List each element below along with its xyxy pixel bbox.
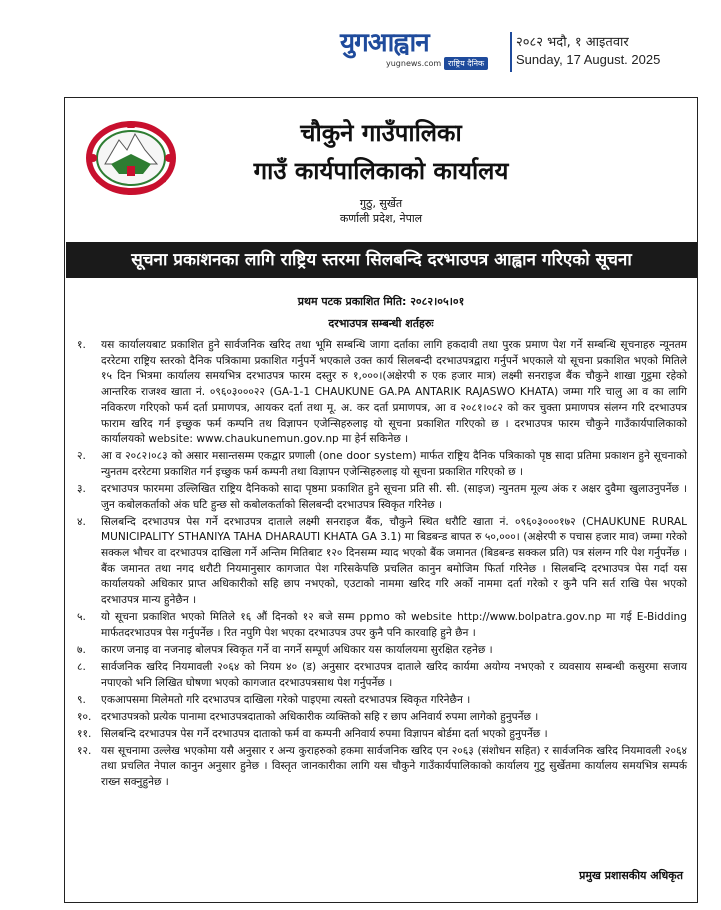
item-number: ७. xyxy=(77,643,86,656)
signatory: प्रमुख प्रशासकीय अधिकृत xyxy=(579,869,683,882)
list-item xyxy=(77,643,687,659)
list-item xyxy=(77,515,687,609)
item-number: ३. xyxy=(77,482,86,495)
item-text: एकआपसमा मिलेमतो गरि दरभाउपत्र दाखिला गरेको पाइएमा त्यस्तो दरभाउपत्र स्विकृत गरिनेछैन । xyxy=(101,693,471,706)
item-text: दरभाउपत्र फारममा उल्लिखित राष्ट्रिय दैनिकको सादा पृष्ठमा प्रकाशित हुने सूचना प्रति सी. सी. (साइज) न्युनतम मूल्य अंक र अक्षर दुवैमा खुलाउनुपर्नेछ । जुन कबोलकर्ताको अंक घटि हुन्छ सो कबोलकर्ताको सिलबन्दी दरभाउपत्र स्विकृत गरिनेछ । xyxy=(101,482,687,511)
item-text: सिलबन्दि दरभाउपत्र पेस गर्ने दरभाउपत्र दाताले लक्ष्मी सनराइज बैंक, चौकुने स्थित धरौटि खाता नं. ०९६०३०००१७२ (CHAUKUNE RURAL MUNICIPALITY STHANIYA TAHA DHARAUTI KHATA GA 3.1) मा बिडबन्ड बापत रु ५०,०००। (अक्षेरपी रु पचास हजार माव) जम्मा गरेको सक्कल भौचर वा दरभाउपत्र दाखिला गर्ने अन्तिम मितिबाट १२० दिनसम्म म्याद भएको बैंक जमानत (बिडबन्ड सक्कल प्रति) पत्र संलग्न गरि पेश गर्नुपर्नेछ । बैंक जमानत तथा नगद धरौटी नियमानुसार कागजात पेश गरिसकेपछि प्रचलित कानुन बमोजिम फिर्ता गरिनेछ । सिलबन्दि दरभाउपत्र पेस गर्दा यस कार्यालयको अधिकार प्राप्त अधिकारीको सहि छाप नभएको, एउटाको नाममा खरिद गरि अर्को नाममा दर्ता गरेको र कुनै पनि सर्त राखि पेस भएको दरभाउपत्र मान्य हुनेछैन । xyxy=(101,515,687,607)
item-number: ११. xyxy=(77,727,92,740)
item-number: ९. xyxy=(77,693,86,706)
item-number: १. xyxy=(77,339,86,351)
item-text: दरभाउपत्रको प्रत्येक पानामा दरभाउपत्रदाताको अधिकारीक व्यक्तिको सहि र छाप अनिवार्य रुपमा लागेको हुनुपर्नेछ । xyxy=(101,710,539,723)
item-number: १०. xyxy=(77,710,92,723)
item-number: ५. xyxy=(77,611,86,624)
notice-box xyxy=(64,97,698,903)
date-english: Sunday, 17 August. 2025 xyxy=(516,52,661,67)
office-subtitle: गाउँ कार्यपालिकाको कार्यालय xyxy=(253,157,509,185)
item-number: ८. xyxy=(77,660,86,673)
item-text: यस कार्यालयबाट प्रकाशित हुने सार्वजनिक खरिद तथा भूमि सम्बन्धि जागा दर्ताका लागि हकदावी तथा पुरक प्रमाण पेश गर्ने सम्बन्धि सूचनाहरु न्यूनतम दररेटमा राष्ट्रिय स्तरको दैनिक पत्रिकामा प्रकाशित गर्नुपर्ने भएकाले उक्त कार्य सिलबन्दी दरभाउपत्रद्वारा गर्नुपर्ने भएकाले यो सूचना प्रकाशित भएको मितिले १५ दिन भित्रमा कार्यालय समयभित्र दरभाउपत्र फारम दस्तुर रु १,०००।(अक्षेरपी रु एक हजार मात्र) लक्ष्मी सनराइज बैंक चौकुने शाखा गुट्ठमा रहेको आन्तरिक राजश्व खाता नं. ०९६०३०००२२ (GA-1-1 CHAUKUNE GA.PA ANTARIK RAJASWO KHATA) जम्मा गरि चालु आ व का लागि नविकरण गरिएको फर्म दर्ता प्रमाणपत्र, आयकर दर्ता तथा मू. अ. कर दर्ता प्रमाणपत्र, आ व २०८१।०८२ को कर चुक्ता प्रमाणपत्र संलग्न गरि दरभाउपत्र फाराम खरिद गर्न इच्छुक फर्म कम्पनि तथ विज्ञापन एजेन्सिहरुलाइ यो सूचना प्रकाशित गरिएको छ । दरभाउपत्र फारम चौकुने गाउँकार्यपालिकाको कार्यालयको website: www.chaukunemun.gov.np मा हेर्न सकिनेछ । xyxy=(101,339,687,446)
list-item xyxy=(77,610,687,641)
item-text: यो सूचना प्रकाशित भएको मितिले १६ औं दिनको १२ बजे सम्म ppmo को website http://www.bolpatra.gov.np मा गई E-Bidding मार्फतदरभाउपत्र पेस गर्नुपर्नेछ । रित नपुगि पेश भएका दरभाउपत्र उपर कुनै पनि कारवाहि हुने छैन । xyxy=(101,611,687,639)
terms-list xyxy=(77,338,687,792)
office-title: चौकुने गाउँपालिका xyxy=(300,119,462,147)
item-text: सार्वजनिक खरिद नियमावली २०६४ को नियम ४० (ड) अनुसार दरभाउपत्र दाताले खरिद कार्यमा अयोग्य नभएको र व्यवसाय सम्बन्धी कसुरमा सजाय नपाएको भनि लिखित घोषणा भएको कागजात दरभाउपत्रसाथ पेश गर्नुपर्नेछ । xyxy=(101,660,687,689)
address-line-2: कर्णाली प्रदेश, नेपाल xyxy=(339,212,423,225)
notice-banner: सूचना प्रकाशनका लागि राष्ट्रिय स्तरमा सिलबन्दि दरभाउपत्र आह्वान गरिएको सूचना xyxy=(66,242,697,278)
list-item xyxy=(77,338,687,448)
list-item xyxy=(77,482,687,513)
item-text: कारण जनाइ वा नजनाइ बोलपत्र स्विकृत गर्ने वा नगर्ने सम्पूर्ण अधिकार यस कार्यालयमा सुरक्षित रहनेछ । xyxy=(101,643,493,656)
list-item xyxy=(77,693,687,709)
item-text: सिलबन्दि दरभाउपत्र पेस गर्ने दरभाउपत्र दाताको फर्म वा कम्पनी अनिवार्य रुपमा विज्ञापन बोर्डमा दर्ता भएको हुनुपर्नेछ । xyxy=(101,727,548,740)
list-item xyxy=(77,727,687,743)
terms-heading: दरभाउपत्र सम्बन्धी शर्तहरुः xyxy=(328,317,434,330)
masthead xyxy=(340,28,700,76)
item-text: आ व २०८२।०८३ को असार मसान्तसम्म एकद्वार प्रणाली (one door system) मार्फत राष्ट्रिय दैनिक पत्रिकाको पृष्ठ सादा प्रतिमा प्रकाशन हुने सूचनाको न्युनतम दररेटमा प्रकाशित गर्न इच्छुक फर्म कम्पनी तथा विज्ञापन एजेन्सिहरुलाइ यो सूचना प्रकाशित गरिएको छ । xyxy=(101,450,687,478)
list-item xyxy=(77,660,687,691)
list-item xyxy=(77,710,687,726)
item-number: २. xyxy=(77,450,86,463)
publication-date: प्रथम पटक प्रकाशित मिति: २०८२।०५।०१ xyxy=(297,295,465,308)
newspaper-url: yugnews.com xyxy=(386,59,442,68)
masthead-divider xyxy=(510,32,512,72)
date-nepali: २०८२ भदौ, १ आइतवार xyxy=(516,35,629,50)
item-number: ४. xyxy=(77,515,86,528)
item-text: यस सूचनामा उल्लेख भएकोमा यसै अनुसार र अन्य कुराहरुको हकमा सार्वजनिक खरिद एन २०६३ (संशोधन सहित) र सार्वजनिक खरिद नियमावली २०६४ तथा प्रचलित नेपाल कानुन अनुसार हुनेछ । विस्तृत जानकारीका लागि यस चौकुने गाउँकार्यपालिकाको कार्यालय गुटु सुर्खेतमा कार्यालय समयभित्र सम्पर्क राख्न सक्नुहुनेछ । xyxy=(101,744,687,788)
list-item xyxy=(77,744,687,791)
list-item xyxy=(77,449,687,480)
newspaper-tagline: राष्ट्रिय दैनिक xyxy=(444,57,488,70)
item-number: १२. xyxy=(77,744,92,757)
address-line-1: गुठु, सुर्खेत xyxy=(359,197,403,210)
newspaper-logo: युगआह्वान xyxy=(340,28,429,58)
